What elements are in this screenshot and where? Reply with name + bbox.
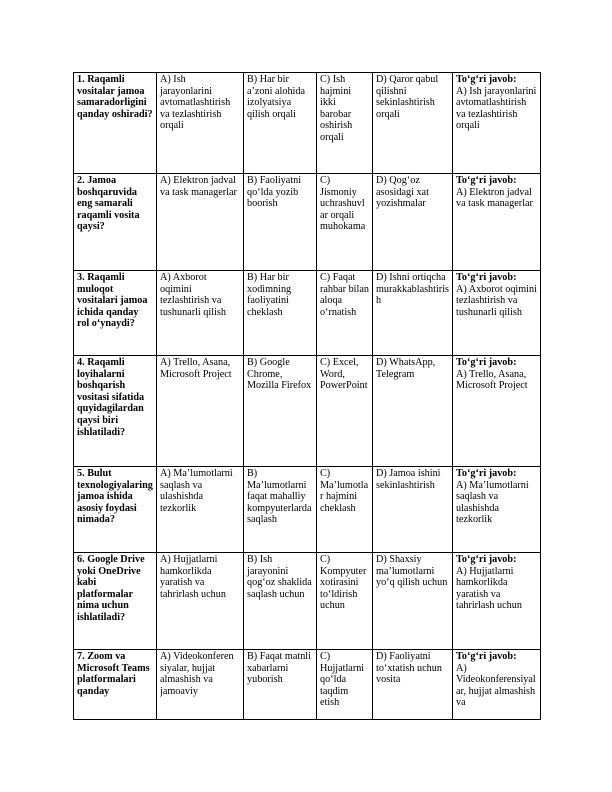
correct-answer-text: A) Axborot oqimini tezlashtirish va tushunarli qilish <box>456 283 537 318</box>
option-d-text: D) Qaror qabul qilishni sekinlashtirish orqali <box>376 74 439 120</box>
table-row <box>74 356 541 467</box>
correct-answer-label: To‘g‘ri javob: <box>456 554 517 565</box>
option-d-cell <box>373 271 453 356</box>
option-d-cell <box>373 356 453 467</box>
option-d-cell <box>373 467 453 553</box>
option-b-cell <box>244 73 317 174</box>
correct-answer-label: To‘g‘ri javob: <box>456 468 517 479</box>
answer-cell <box>453 271 541 356</box>
answer-cell <box>453 553 541 650</box>
correct-answer-text: A) Trello, Asana, Microsoft Project <box>456 368 528 392</box>
option-c-cell <box>317 174 373 271</box>
option-c-text: C) Hujjatlarni qo‘lda taqdim etish <box>320 651 365 709</box>
option-b-cell <box>244 271 317 356</box>
option-b-cell <box>244 467 317 553</box>
option-a-cell <box>157 553 244 650</box>
question-text: 7. Zoom va Microsoft Teams platformalari qanday <box>77 651 150 697</box>
correct-answer-label: To‘g‘ri javob: <box>456 357 517 368</box>
option-a-text: A) Axborot oqimini tezlashtirish va tushunarli qilish <box>160 272 226 318</box>
option-c-text: C) Ish hajmini ikki barobar oshirish orqali <box>320 74 353 143</box>
option-b-cell <box>244 356 317 467</box>
correct-answer-label: To‘g‘ri javob: <box>456 175 517 186</box>
option-b-text: B) Faqat matnli xabarlarni yuborish <box>247 651 311 686</box>
correct-answer-text: A) Ish jarayonlarini avtomatlashtirish va tezlashtirish orqali <box>456 85 537 132</box>
option-b-cell <box>244 650 317 720</box>
option-c-cell <box>317 271 373 356</box>
correct-answer-text: A) Ma’lumotlarni saqlash va ulashishda tezkorlik <box>456 479 529 526</box>
option-a-cell <box>157 271 244 356</box>
option-d-cell <box>373 650 453 720</box>
option-c-text: C) Jismoniy uchrashuvlar orqali muhokama <box>320 175 366 233</box>
option-d-cell <box>373 174 453 271</box>
option-b-text: B) Ma’lumotlarni faqat mahalliy kompyuterlarda saqlash <box>247 468 312 526</box>
option-c-cell <box>317 553 373 650</box>
answer-cell <box>453 356 541 467</box>
option-a-text: A) Videokonferen siyalar, hujjat almashish va jamoaviy <box>160 651 234 697</box>
quiz-table-body <box>74 73 541 720</box>
question-text: 6. Google Drive yoki OneDrive kabi platformalar nima uchun ishlatiladi? <box>77 554 145 623</box>
option-d-text: D) WhatsApp, Telegram <box>376 357 436 380</box>
option-b-text: B) Faoliyatni qo‘lda yozib boorish <box>247 175 302 210</box>
option-a-text: A) Ish jarayonlarini avtomatlashtirish va tezlashtirish orqali <box>160 74 231 132</box>
table-row <box>74 271 541 356</box>
option-a-text: A) Elektron jadval va task managerlar <box>160 175 237 198</box>
correct-answer-text: A) Videokonferensiyalar, hujjat almashish va <box>456 662 536 709</box>
question-text: 5. Bulut texnologiyalaring jamoa ishida asosiy foydasi nimada? <box>77 468 153 526</box>
correct-answer-label: To‘g‘ri javob: <box>456 272 517 283</box>
option-c-text: C) Ma’lumotlar hajmini cheklash <box>320 468 369 514</box>
question-text: 4. Raqamli loyihalarni boshqarish vositasi sifatida quyidagilardan qaysi biri ishlatiladi? <box>77 357 145 438</box>
table-row <box>74 73 541 174</box>
option-a-text: A) Trello, Asana, Microsoft Project <box>160 357 232 380</box>
option-b-text: B) Har bir xodimning faoliyatini cheklash <box>247 272 292 318</box>
answer-cell <box>453 73 541 174</box>
option-b-text: B) Har bir a’zoni alohida izolyatsiya qilish orqali <box>247 74 305 120</box>
option-b-text: B) Ish jarayonini qog‘oz shaklida saqlash uchun <box>247 554 312 600</box>
question-cell <box>74 356 157 467</box>
quiz-table <box>73 72 541 720</box>
question-cell <box>74 174 157 271</box>
correct-answer-text: A) Hujjatlarni hamkorlikda yaratish va tahrirlash uchun <box>456 565 522 612</box>
option-d-text: D) Qog‘oz asosidagi xat yozishmalar <box>376 175 429 210</box>
table-row <box>74 467 541 553</box>
option-a-cell <box>157 650 244 720</box>
option-b-cell <box>244 553 317 650</box>
question-cell <box>74 73 157 174</box>
correct-answer-label: To‘g‘ri javob: <box>456 651 517 662</box>
question-text: 2. Jamoa boshqaruvida eng samarali raqamli vosita qaysi? <box>77 175 140 233</box>
option-a-cell <box>157 356 244 467</box>
table-row <box>74 553 541 650</box>
correct-answer-label: To‘g‘ri javob: <box>456 74 517 85</box>
option-c-cell <box>317 356 373 467</box>
answer-cell <box>453 174 541 271</box>
question-cell <box>74 553 157 650</box>
question-cell <box>74 467 157 553</box>
option-d-text: D) Faoliyatni to‘xtatish uchun vosita <box>376 651 442 686</box>
option-d-cell <box>373 73 453 174</box>
option-d-text: D) Jamoa ishini sekinlashtirish <box>376 468 441 491</box>
option-a-cell <box>157 174 244 271</box>
table-row <box>74 650 541 720</box>
option-c-cell <box>317 73 373 174</box>
option-a-text: A) Hujjatlarni hamkorlikda yaratish va tahrirlash uchun <box>160 554 226 600</box>
question-text: 3. Raqamli muloqot vositalari jamoa ichida qanday rol o‘ynaydi? <box>77 272 148 330</box>
option-c-cell <box>317 650 373 720</box>
answer-cell <box>453 650 541 720</box>
option-c-text: C) Faqat rahbar bilan aloqa o‘rnatish <box>320 272 369 318</box>
option-d-text: D) Ishni ortiqcha murakkablashtirish <box>376 272 449 307</box>
option-c-text: C) Excel, Word, PowerPoint <box>320 357 368 392</box>
option-c-text: C) Kompyuter xotirasini to‘ldirish uchun <box>320 554 367 612</box>
question-cell <box>74 650 157 720</box>
table-row <box>74 174 541 271</box>
answer-cell <box>453 467 541 553</box>
question-cell <box>74 271 157 356</box>
option-b-text: B) Google Chrome, Mozilla Firefox <box>247 357 312 392</box>
option-d-text: D) Shaxsiy ma’lumotlarni yo‘q qilish uchun <box>376 554 448 589</box>
option-a-text: A) Ma’lumotlarni saqlash va ulashishda tezkorlik <box>160 468 233 514</box>
question-text: 1. Raqamli vositalar jamoa samaradorligini qanday oshiradi? <box>77 74 153 120</box>
correct-answer-text: A) Elektron jadval va task managerlar <box>456 186 533 210</box>
option-a-cell <box>157 73 244 174</box>
option-d-cell <box>373 553 453 650</box>
option-c-cell <box>317 467 373 553</box>
option-b-cell <box>244 174 317 271</box>
option-a-cell <box>157 467 244 553</box>
